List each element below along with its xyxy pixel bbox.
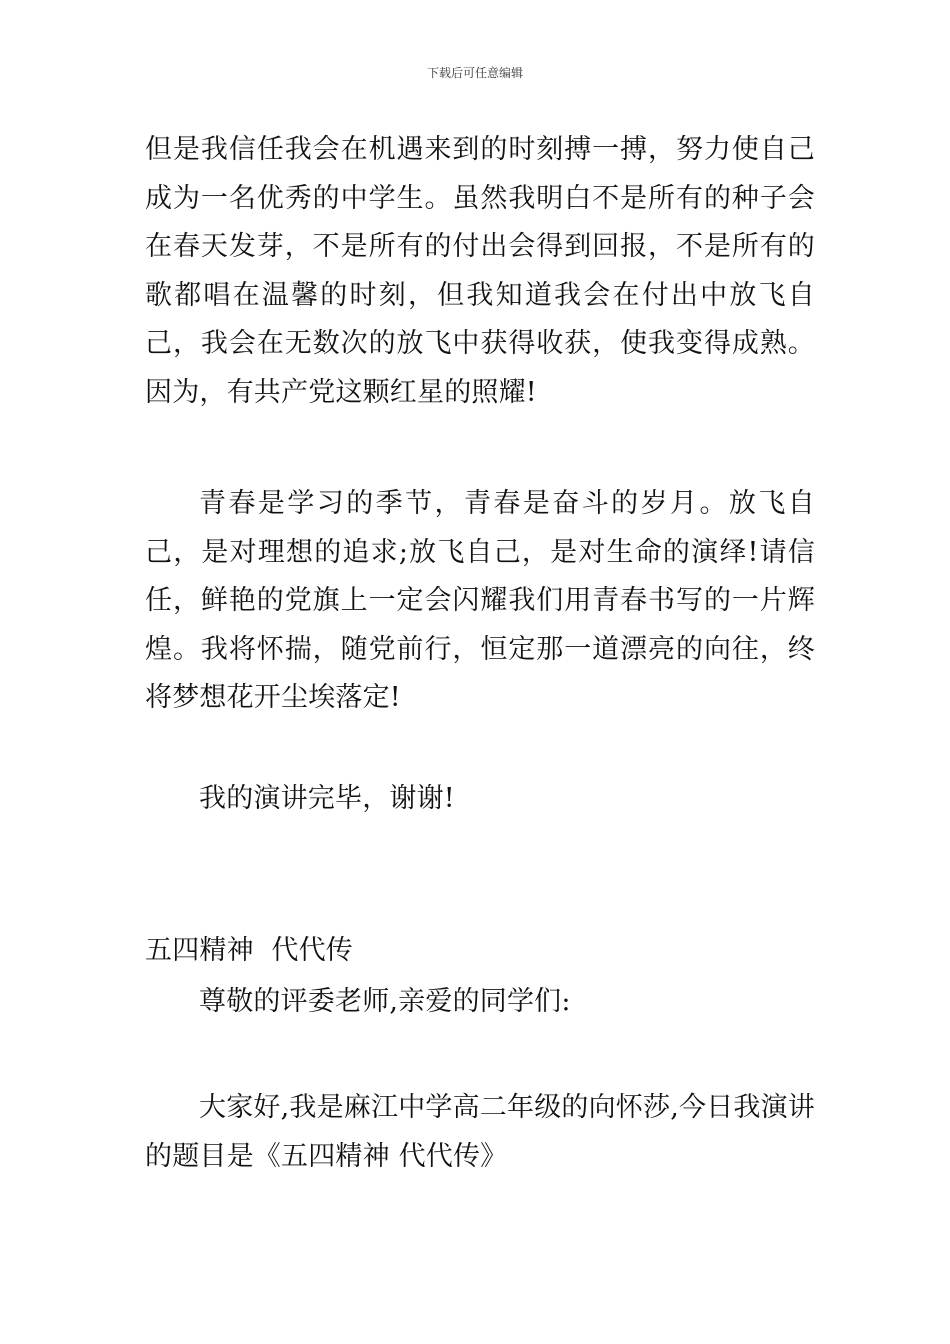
paragraph-2: 青春是学习的季节，青春是奋斗的岁月。放飞自己，是对理想的追求;放飞自己，是对生命的演绎!请信任，鲜艳的党旗上一定会闪耀我们用青春书写的一片辉煌。我将怀揣，随党前行，恒定那一道漂亮的向往，终将梦想花开尘埃落定! <box>145 488 815 713</box>
salutation: 尊敬的评委老师,亲爱的同学们: <box>199 985 571 1017</box>
speech-title: 五四精神 代代传 <box>145 935 353 966</box>
paragraph-1: 但是我信任我会在机遇来到的时刻搏一搏，努力使自己成为一名优秀的中学生。虽然我明白不是所有的种子会在春天发芽，不是所有的付出会得到回报，不是所有的歌都唱在温馨的时刻，但我知道我会在付出中放飞自己，我会在无数次的放飞中获得收获，使我变得成熟。因为，有共产党这颗红星的照耀! <box>145 134 815 408</box>
header-note: 下载后可任意编辑 <box>426 66 523 80</box>
document-body <box>145 126 815 1181</box>
paragraph-3: 大家好,我是麻江中学高二年级的向怀莎,今日我演讲的题目是《五四精神 代代传》 <box>145 1092 815 1172</box>
closing-line: 我的演讲完毕，谢谢! <box>199 782 455 814</box>
